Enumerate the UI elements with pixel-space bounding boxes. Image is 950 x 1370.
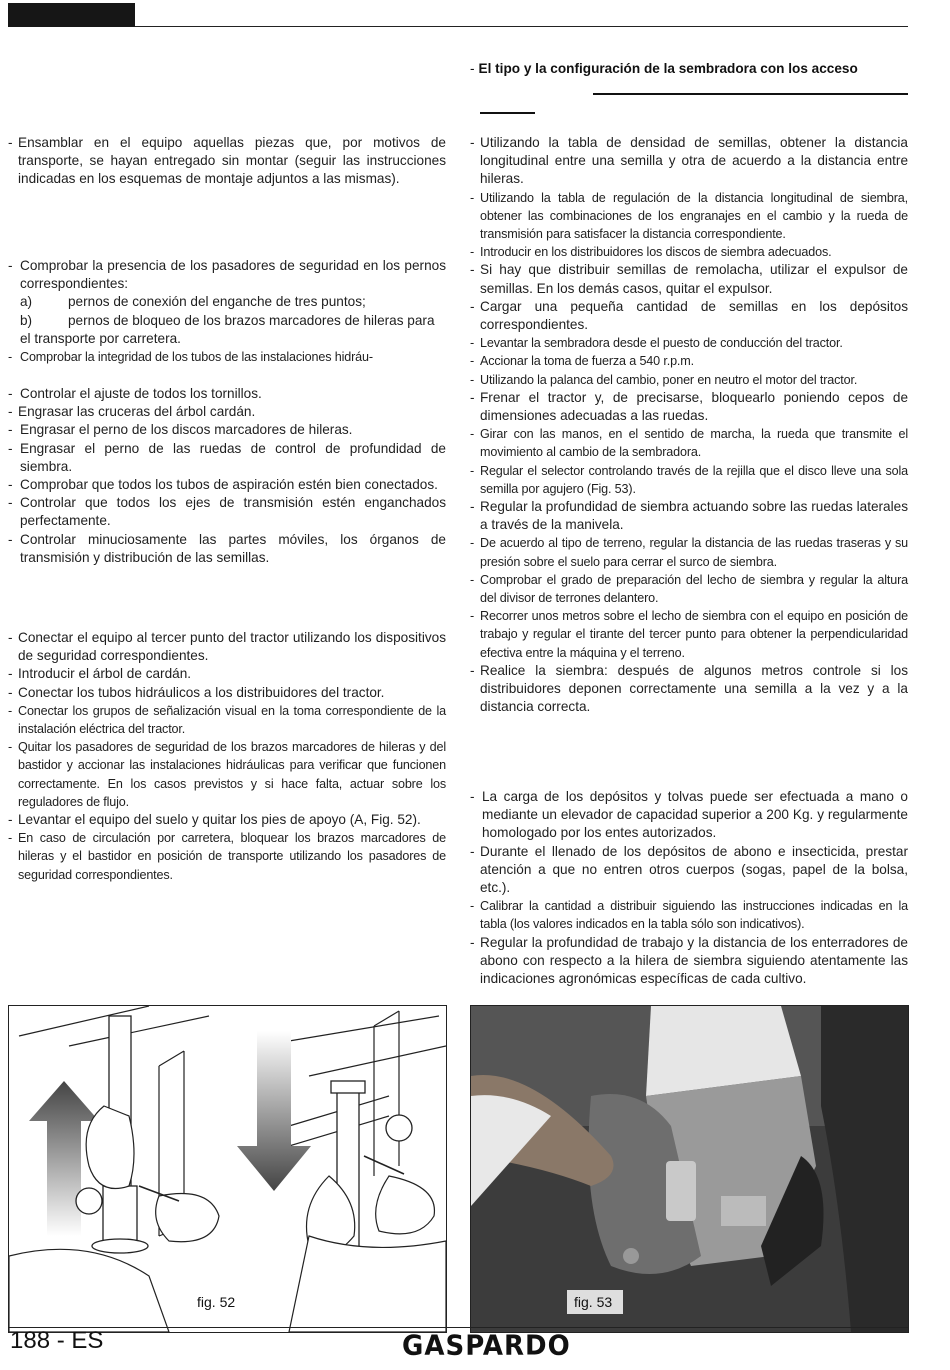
figure-53 <box>470 1005 909 1333</box>
header-rule <box>135 26 908 27</box>
left-group-1 <box>8 134 446 189</box>
list-item: - Girar con las manos, en el sentido de marcha, la rueda que transmite el movimiento al cambio de la sembradora. <box>470 427 908 460</box>
list-item: - Durante el llenado de los depósitos de abono e insecticida, prestar atención a que no entren otros cuerpos (sogas, papel de la bolsa, etc.). <box>470 843 908 896</box>
left-group-4 <box>8 629 446 884</box>
support-leg-illustration <box>9 1006 446 1332</box>
list-item: - Accionar la toma de fuerza a 540 r.p.m. <box>470 354 694 369</box>
brand-logo: GASPARDO <box>402 1330 571 1362</box>
heading-rule-short <box>480 112 535 114</box>
list-item: - Regular la profundidad de trabajo y la distancia de los enterradores de abono con respecto a la hilera de siembra siguiendo atentamente las indicaciones agronómicas específicas de cada cultivo. <box>470 934 908 987</box>
list-item: - Utilizando la tabla de regulación de la distancia longitudinal de siembra, obtener las combinaciones de los engranajes en el cambio y la rueda de transmisión para satisfacer la distancia correspondiente. <box>470 190 908 242</box>
list-item: - Regular el selector controlando través de la rejilla que el disco lleve una sola semilla por agujero (Fig. 53). <box>470 463 908 496</box>
left-group-3 <box>8 385 446 567</box>
list-item: - Conectar los tubos hidráulicos a los distribuidores del tractor. <box>8 684 385 700</box>
arrow-down-icon <box>237 1031 311 1191</box>
list-item: - Controlar el ajuste de todos los tornillos. <box>8 386 262 401</box>
list-item: - De acuerdo al tipo de terreno, regular la distancia de las ruedas traseras y su presión sobre el suelo para cerrar el surco de siembra. <box>470 536 908 569</box>
list-item: - Utilizando la tabla de densidad de semillas, obtener la distancia longitudinal entre una semilla y otra de acuerdo a la distancia entre hileras. <box>470 135 908 187</box>
list-item: - Calibrar la cantidad a distribuir siguiendo las instrucciones indicadas en la tabla (los valores indicados en la tabla sólo son indicativos). <box>470 899 908 932</box>
list-item: - Recorrer unos metros sobre el lecho de siembra con el equipo en posición de trabajo y regular el tirante del tercer punto para obtener la perpendicularidad efectiva entre la máquina y el terreno. <box>470 609 908 660</box>
left-group-2 <box>8 257 446 366</box>
sub-item-b: b) pernos de bloqueo de los brazos marcadores de hileras para el transporte por carretera. <box>20 312 435 346</box>
list-item: - Levantar la sembradora desde el puesto de conducción del tractor. <box>470 336 843 351</box>
list-item: - Introducir el árbol de cardán. <box>8 666 192 682</box>
figure-caption: fig. 52 <box>197 1294 236 1310</box>
list-item: - Introducir en los distribuidores los discos de siembra adecuados. <box>470 245 832 260</box>
right-group-1 <box>470 134 908 717</box>
list-item: - Levantar el equipo del suelo y quitar los pies de apoyo (A, Fig. 52). <box>8 812 421 828</box>
right-group-2 <box>470 788 908 988</box>
seed-distributor-photo <box>471 1006 908 1332</box>
figure-52 <box>8 1005 447 1333</box>
list-item: - Comprobar el grado de preparación del lecho de siembra y regular la altura del divisor de terrones delantero. <box>470 572 908 606</box>
list-item: - Ensamblar en el equipo aquellas piezas que, por motivos de transporte, se hayan entregado sin montar (seguir las instrucciones indicadas en los esquemas de montaje adjuntos a las mismas). <box>8 135 446 187</box>
list-item: - Realice la siembra: después de algunos metros controle si los distribuidores deponen correctamente una semilla a la vez y a la distancia correcta. <box>470 662 908 715</box>
heading-text: El tipo y la configuración de la sembradora con los acceso <box>478 61 858 76</box>
sub-item-a: a) pernos de conexión del enganche de tres puntos; <box>20 294 366 310</box>
list-item: - Si hay que distribuir semillas de remolacha, utilizar el expulsor de semillas. En los demás casos, quitar el expulsor. <box>470 262 908 296</box>
header-tab <box>8 3 135 27</box>
list-item: - Comprobar la integridad de los tubos de las instalaciones hidráu- <box>8 350 373 365</box>
list-item: - Cargar una pequeña cantidad de semillas en los depósitos correspondientes. <box>470 298 908 333</box>
list-item: - Conectar el equipo al tercer punto del tractor utilizando los dispositivos de seguridad correspondientes. <box>8 630 446 664</box>
list-item: - Utilizando la palanca del cambio, poner en neutro el motor del tractor. <box>470 372 858 387</box>
list-item: - Comprobar que todos los tubos de aspiración estén bien conectados. <box>8 477 438 493</box>
list-item: - Engrasar el perno de las ruedas de control de profundidad de siembra. <box>8 440 446 474</box>
list-item: - Controlar que todos los ejes de transmisión estén enganchados perfectamente. <box>8 495 446 529</box>
heading-dash: - <box>470 61 475 76</box>
list-item: - Regular la profundidad de siembra actuando sobre las ruedas laterales a través de la manivela. <box>470 499 908 533</box>
list-item: - Frenar el tractor y, de precisarse, bloquearlo poniendo cepos de dimensiones adecuadas a las ruedas. <box>470 389 908 424</box>
page-number: 188 - ES <box>10 1327 104 1354</box>
list-item: - La carga de los depósitos y tolvas puede ser efectuada a mano o mediante un elevador de capacidad superior a 200 Kg. y regularmente homologado por los entes autorizados. <box>470 789 908 841</box>
list-item: - Controlar minuciosamente las partes móviles, los órganos de transmisión y distribución de las semillas. <box>8 531 446 565</box>
figure-caption: fig. 53 <box>574 1294 613 1310</box>
section-heading <box>470 61 910 76</box>
list-item: - Comprobar la presencia de los pasadores de seguridad en los pernos correspondientes: <box>8 258 446 292</box>
list-item: - Quitar los pasadores de seguridad de los brazos marcadores de hileras y del bastidor y accionar las instalaciones hidráulicas para verificar que funcionen correctamente. En los casos previstos y si hace falta, actuar sobre los reguladores de flujo. <box>8 740 446 809</box>
footer-rule <box>8 1327 908 1328</box>
list-item: - Conectar los grupos de señalización visual en la toma correspondiente de la instalación eléctrica del tractor. <box>8 703 446 737</box>
list-item: - Engrasar las cruceras del árbol cardán. <box>8 404 256 420</box>
heading-rule-long <box>593 93 908 95</box>
list-item: - Engrasar el perno de los discos marcadores de hileras. <box>8 422 353 438</box>
list-item: - En caso de circulación por carretera, bloquear los brazos marcadores de hileras y el bastidor en posición de transporte utilizando los pasadores de seguridad correspondientes. <box>8 831 446 882</box>
